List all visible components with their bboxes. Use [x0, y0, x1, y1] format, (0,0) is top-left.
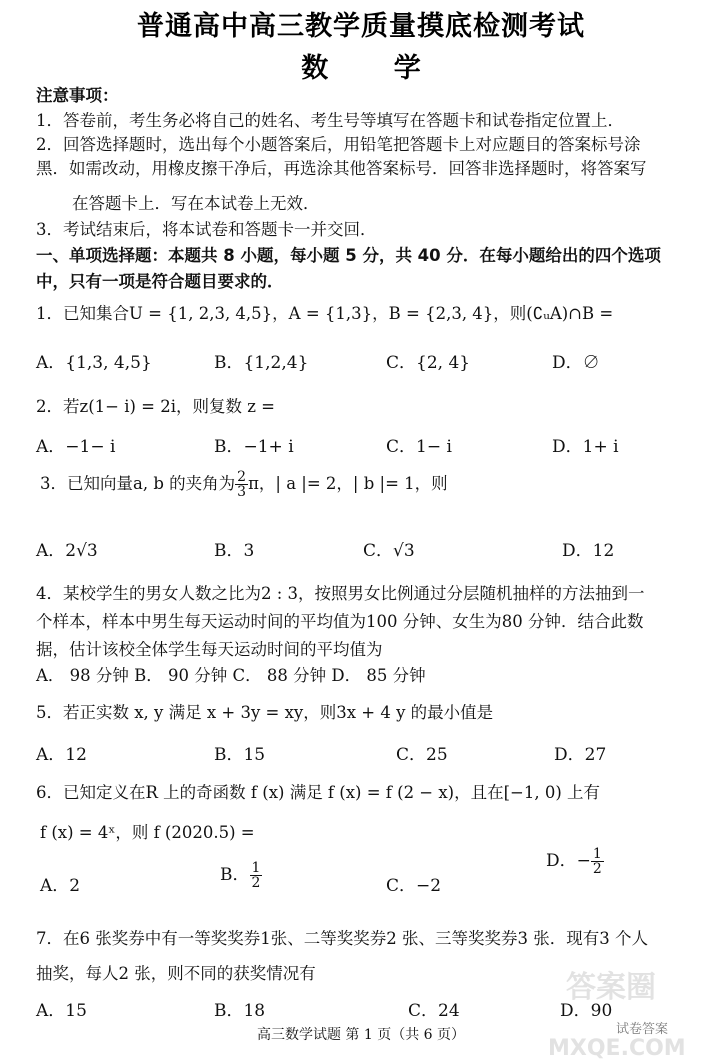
- q6-option-b-denominator: 2: [251, 875, 261, 891]
- q2-option-b: B．−1+ i: [214, 437, 294, 457]
- q4-line-1: 4．某校学生的男女人数之比为2 : 3，按照男女比例通过分层随机抽样的方法抽到一: [36, 584, 645, 603]
- section-1-heading-line-2: 中，只有一项是符合题目要求的．: [36, 272, 284, 291]
- q1-option-a: A．{1,3, 4,5}: [36, 353, 152, 373]
- q1-stem: 1．已知集合U = {1, 2,3, 4,5}，A = {1,3}，B = {2,3, 4}，则(∁ᵤA)∩B =: [36, 304, 614, 323]
- q6-option-d-denominator: 2: [592, 861, 602, 877]
- q1-option-c: C．{2, 4}: [386, 353, 471, 373]
- q5-option-c: C．25: [396, 745, 448, 765]
- q4-line-3: 据，估计该校全体学生每天运动时间的平均值为: [36, 640, 383, 659]
- q6-option-d: [546, 846, 604, 876]
- section-1-heading-line-1: 一、单项选择题：本题共 8 小题，每小题 5 分，共 40 分．在每小题给出的四个选项: [36, 246, 661, 265]
- page-footer: 高三数学试题 第 1 页（共 6 页）: [256, 1027, 466, 1043]
- q7-line-2: 抽奖，每人2 张，则不同的获奖情况有: [36, 964, 316, 983]
- q2-option-d: D．1+ i: [552, 437, 619, 457]
- q6-option-d-label: D．−: [546, 851, 591, 871]
- q3-fraction-denominator: 3: [237, 484, 247, 500]
- q3-stem-part-1: 3．已知向量a, b 的夹角为: [40, 474, 236, 493]
- q6-option-b: [220, 860, 262, 890]
- q7-option-b: B．18: [214, 1001, 266, 1021]
- q4-options: A． 98 分钟 B． 90 分钟 C． 88 分钟 D． 85 分钟: [36, 666, 426, 685]
- q6-option-d-fraction: [591, 847, 604, 876]
- q5-stem: 5．若正实数 x, y 满足 x + 3y = xy，则3x + 4 y 的最小值是: [36, 703, 494, 722]
- q3-stem: [40, 470, 448, 499]
- q7-option-a: A．15: [36, 1001, 87, 1021]
- q5-option-b: B．15: [214, 745, 266, 765]
- q7-line-1: 7．在6 张奖券中有一等奖奖券1张、二等奖奖券2 张、三等奖奖券3 张．现有3 个人: [36, 929, 648, 948]
- subject-title: 数 学: [301, 53, 449, 84]
- q7-option-d: D．90: [560, 1001, 613, 1021]
- q6-line-2: f (x) = 4ˣ，则 f (2020.5) =: [40, 823, 255, 842]
- q7-option-c: C．24: [408, 1001, 460, 1021]
- q4-line-2: 个样本，样本中男生每天运动时间的平均值为100 分钟、女生为80 分钟．结合此数: [36, 612, 644, 631]
- q3-stem-part-2: ，| a |= 2，| b |= 1，则: [258, 474, 448, 493]
- watermark-caption: 试卷答案: [616, 1022, 669, 1037]
- notice-item-2-line-3: 在答题卡上．写在本试卷上无效．: [72, 194, 320, 213]
- q6-option-b-numerator: 1: [251, 860, 261, 876]
- notice-item-2-line-2: 黑．如需改动，用橡皮擦干净后，再选涂其他答案标号．回答非选择题时，将答案写: [36, 159, 647, 178]
- q3-option-a: A．2√3: [36, 541, 98, 561]
- q5-option-d: D．27: [554, 745, 607, 765]
- q3-fraction-numerator: 2: [237, 469, 247, 485]
- notice-heading: 注意事项：: [36, 86, 119, 105]
- q1-option-d: D．∅: [552, 353, 600, 373]
- q3-option-d: D．12: [562, 541, 615, 561]
- q2-option-c: C．1− i: [386, 437, 452, 457]
- q2-option-a: A．−1− i: [36, 437, 116, 457]
- q5-option-a: A．12: [36, 745, 87, 765]
- watermark-logo: 答案圈: [566, 970, 656, 1005]
- q3-option-b: B．3: [214, 541, 255, 561]
- q3-option-c: C．√3: [363, 541, 415, 561]
- q6-option-a: A．2: [40, 876, 81, 896]
- watermark-site: MXQE.COM: [548, 1036, 686, 1061]
- q1-option-b: B．{1,2,4}: [214, 353, 309, 373]
- q6-option-b-label: B．: [220, 865, 250, 885]
- q3-pi: π: [248, 474, 259, 493]
- notice-item-1: 1．答卷前，考生务必将自己的姓名、考生号等填写在答题卡和试卷指定位置上．: [36, 111, 624, 130]
- exam-title: 普通高中高三教学质量摸底检测考试: [137, 11, 585, 42]
- notice-item-3: 3．考试结束后，将本试卷和答题卡一并交回．: [36, 220, 377, 239]
- q2-stem: 2．若z(1− i) = 2i，则复数 z =: [36, 397, 276, 416]
- q3-angle-fraction: [235, 470, 248, 499]
- notice-item-2-line-1: 2．回答选择题时，选出每个小题答案后，用铅笔把答题卡上对应题目的答案标号涂: [36, 135, 641, 154]
- q6-option-c: C．−2: [386, 876, 442, 896]
- q6-option-b-fraction: [250, 861, 263, 890]
- q6-option-d-numerator: 1: [592, 846, 602, 862]
- q6-line-1: 6．已知定义在R 上的奇函数 f (x) 满足 f (x) = f (2 − x)，且在[−1, 0) 上有: [36, 783, 601, 802]
